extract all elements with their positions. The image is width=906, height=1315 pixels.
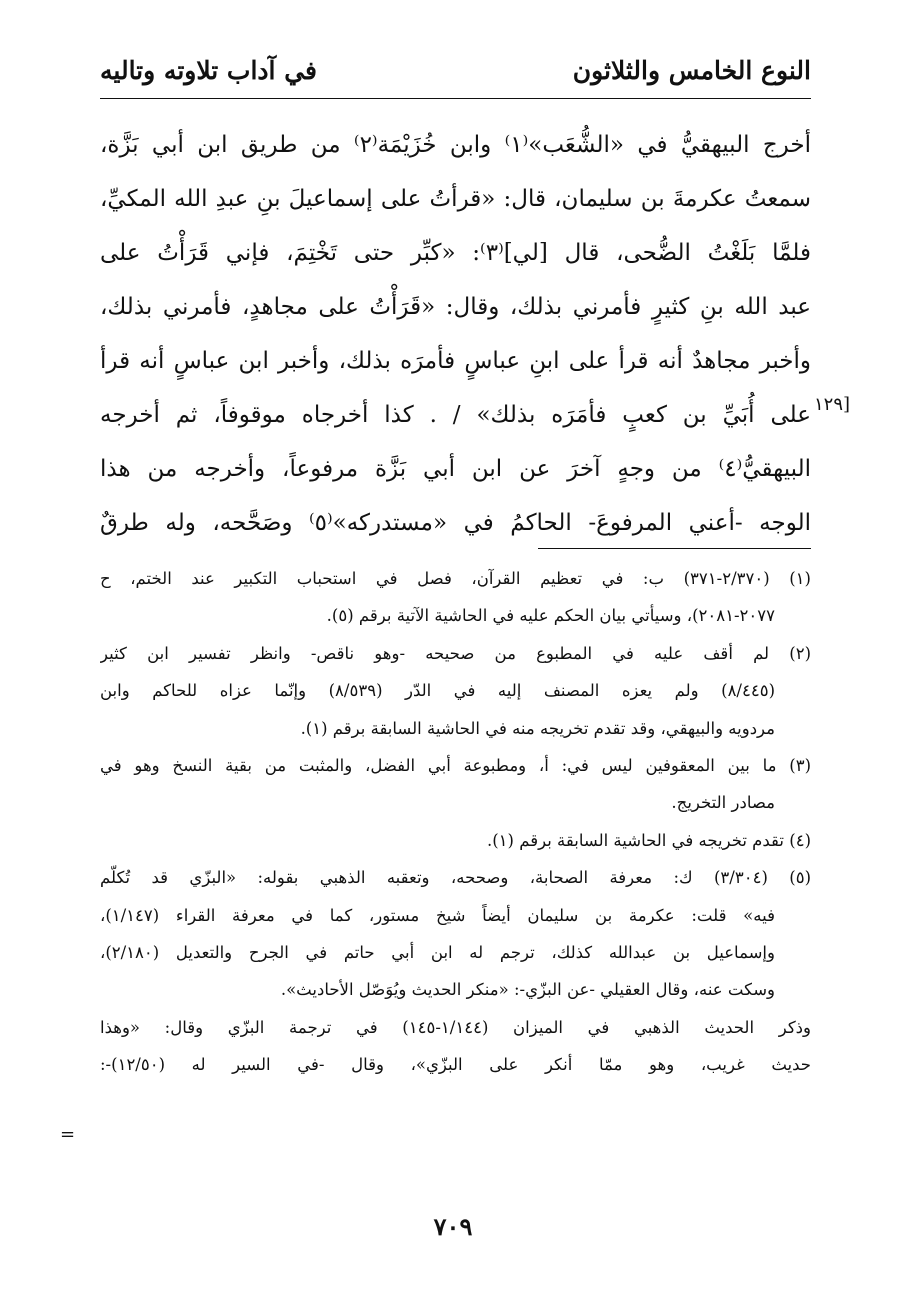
text-line: الوجه -أعني المرفوعَ- الحاكمُ في «مستدركه»⁽٥⁾ وصَحَّحه، وله طرقٌ	[100, 510, 811, 536]
footnote-line: (٥) (٣/٣٠٤) ك: معرفة الصحابة، وصححه، وتعقبه الذهبي بقوله: «البزّي قد تُكلّم	[100, 868, 811, 888]
footnote-line: مردويه والبيهقي، وقد تقدم تخريجه منه في الحاشية السابقة برقم (١).	[300, 718, 775, 738]
continuation-mark: =	[60, 1124, 76, 1145]
chapter-title: النوع الخامس والثلاثون	[572, 56, 811, 85]
footnote-line: حديث غريب، وهو ممّا أنكر على البزّي»، وقال -في السير له (١٢/٥٠)-:	[100, 1055, 811, 1075]
footnote-line: وذكر الحديث الذهبي في الميزان (١/١٤٤-١٤٥) في ترجمة البزّي وقال: «وهذا	[100, 1017, 811, 1037]
footnote-line: ٢٠٧٧-٢٠٨١)، وسيأتي بيان الحكم عليه في الحاشية الآتية برقم (٥).	[326, 606, 775, 626]
page-number: ٧٠٩	[433, 1212, 473, 1241]
footnote-line: مصادر التخريج.	[671, 793, 775, 813]
footnote-line: (١) (٢/٣٧٠-٣٧١) ب: في تعظيم القرآن، فصل في استحباب التكبير عند الختم، ح	[100, 569, 811, 588]
footnotes	[100, 560, 811, 1083]
footnote-line: وسكت عنه، وقال العقيلي -عن البزّي-: «منكر الحديث ويُوَصّل الأحاديث».	[280, 980, 775, 1000]
footnote-line: وإسماعيل بن عبدالله كذلك، ترجم له ابن أبي حاتم في الجرح والتعديل (٢/١٨٠)،	[100, 942, 775, 962]
footnote-separator	[538, 548, 811, 549]
text-line: وأخبر مجاهدٌ أنه قرأ على ابنِ عباسٍ فأمرَه بذلك، وأخبر ابن عباسٍ أنه قرأ	[100, 348, 811, 374]
running-header	[100, 48, 811, 100]
text-line: عبد الله بنِ كثيرٍ فأمرني بذلك، وقال: «قَرَأْتُ على مجاهدٍ، فأمرني بذلك،	[100, 294, 811, 320]
footnote-line: (٢) لم أقف عليه في المطبوع من صحيحه -وهو ناقص- وانظر تفسير ابن كثير	[100, 643, 811, 663]
footnote-line: (٨/٤٤٥) ولم يعزه المصنف إليه في الدّر (٨/٥٣٩) وإنّما عزاه للحاكم وابن	[100, 681, 776, 701]
text-line: على أُبَيِّ بن كعبٍ فأمَرَه بذلك» / . كذا أخرجاه موقوفاً، ثم أخرجه	[100, 402, 811, 428]
text-line: سمعتُ عكرمةَ بن سليمان، قال: «قرأتُ على إسماعيلَ بنِ عبدِ الله المكيِّ،	[100, 186, 811, 212]
footnote-line: (٣) ما بين المعقوفين ليس في: أ، ومطبوعة أبي الفضل، والمثبت من بقية النسخ وهو في	[100, 755, 811, 775]
footnote-line: (٤) تقدم تخريجه في الحاشية السابقة برقم (١).	[486, 830, 811, 850]
main-text	[100, 118, 811, 550]
text-line: البيهقيُّ⁽٤⁾ من وجهٍ آخرَ عن ابن أبي بَزَّة مرفوعاً، وأخرجه من هذا	[100, 456, 811, 482]
manuscript-page-marker: [١٢٩	[814, 394, 851, 415]
text-line: فلمَّا بَلَغْتُ الضُّحى، قال [لي]⁽٣⁾: «كبِّر حتى تَخْتِمَ، فإني قَرَأْتُ على	[100, 240, 811, 266]
header-rule	[100, 98, 811, 99]
section-title: في آداب تلاوته وتاليه	[100, 56, 317, 85]
text-line: أخرج البيهقيُّ في «الشُّعَب»⁽١⁾ وابن خُزَيْمَة⁽٢⁾ من طريق ابن أبي بَزَّة،	[100, 132, 811, 158]
footnote-line: فيه» قلت: عكرمة بن سليمان أيضاً شيخ مستور، كما في معرفة القراء (١/١٤٧)،	[100, 905, 775, 925]
